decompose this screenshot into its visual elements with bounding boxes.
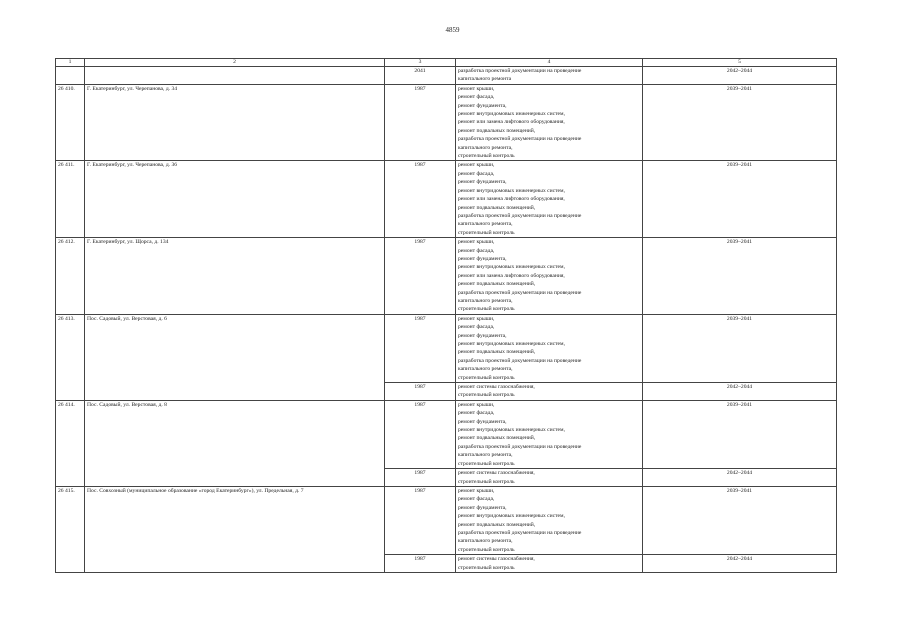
period-cell: 2039–2041 <box>643 314 837 382</box>
year-cell: 1987 <box>385 314 456 382</box>
column-header: 1 <box>56 59 85 67</box>
table-row <box>56 314 837 382</box>
row-number: 26 414. <box>56 400 85 486</box>
address-cell: Пос. Совхозный (муниципальное образование «город Екатеринбург»), ул. Предельная, д. 7 <box>85 486 385 572</box>
year-cell: 1987 <box>385 238 456 315</box>
period-cell: 2039–2041 <box>643 238 837 315</box>
row-number: 26 413. <box>56 314 85 400</box>
row-number: 26 411. <box>56 161 85 238</box>
table-row <box>56 67 837 85</box>
period-cell: 2042–2044 <box>643 555 837 573</box>
table-row <box>56 486 837 554</box>
period-cell: 2042–2044 <box>643 469 837 487</box>
works-cell: разработка проектной документации на проведение капитального ремонта <box>456 67 643 85</box>
table-row <box>56 400 837 468</box>
address-cell: Г. Екатеринбург, ул. Черепанова, д. 34 <box>85 84 385 161</box>
row-number: 26 410. <box>56 84 85 161</box>
period-cell: 2039–2041 <box>643 486 837 554</box>
row-number <box>56 67 85 85</box>
works-cell: ремонт крыши, ремонт фасада, ремонт фундамента, ремонт внутридомовых инженерных систем, ремонт подвальных помещений, разработка проектной документации на проведение капитального ремонта, строительный контроль <box>456 314 643 382</box>
works-cell: ремонт системы газоснабжения, строительный контроль <box>456 555 643 573</box>
table-row <box>56 161 837 238</box>
period-cell: 2039–2041 <box>643 161 837 238</box>
year-cell: 1987 <box>385 84 456 161</box>
year-cell: 1987 <box>385 161 456 238</box>
column-header: 2 <box>85 59 385 67</box>
row-number: 26 415. <box>56 486 85 572</box>
period-cell: 2042–2044 <box>643 67 837 85</box>
year-cell: 1987 <box>385 469 456 487</box>
works-cell: ремонт крыши, ремонт фасада, ремонт фундамента, ремонт внутридомовых инженерных систем, ремонт или замена лифтового оборудования, ремонт подвальных помещений, разработка проектной документации на проведение капитального ремонта, строительный контроль <box>456 238 643 315</box>
table-row <box>56 84 837 161</box>
works-cell: ремонт крыши, ремонт фасада, ремонт фундамента, ремонт внутридомовых инженерных систем, ремонт или замена лифтового оборудования, ремонт подвальных помещений, разработка проектной документации на проведение капитального ремонта, строительный контроль <box>456 161 643 238</box>
works-cell: ремонт крыши, ремонт фасада, ремонт фундамента, ремонт внутридомовых инженерных систем, ремонт подвальных помещений, разработка проектной документации на проведение капитального ремонта, строительный контроль <box>456 400 643 468</box>
period-cell: 2039–2041 <box>643 84 837 161</box>
table-header-row <box>56 59 837 67</box>
table-row <box>56 238 837 315</box>
row-number: 26 412. <box>56 238 85 315</box>
year-cell: 1987 <box>385 400 456 468</box>
address-cell: Г. Екатеринбург, ул. Щорса, д. 134 <box>85 238 385 315</box>
column-header: 4 <box>456 59 643 67</box>
address-cell: Пос. Садовый, ул. Верстовая, д. 6 <box>85 314 385 400</box>
column-header: 3 <box>385 59 456 67</box>
works-cell: ремонт системы газоснабжения, строительный контроль <box>456 469 643 487</box>
year-cell: 1987 <box>385 486 456 554</box>
column-header: 5 <box>643 59 837 67</box>
year-cell: 1987 <box>385 383 456 401</box>
capital-repair-table <box>55 58 837 573</box>
address-cell <box>85 67 385 85</box>
year-cell: 2041 <box>385 67 456 85</box>
page-number: 4859 <box>445 26 460 34</box>
works-cell: ремонт крыши, ремонт фасада, ремонт фундамента, ремонт внутридомовых инженерных систем, ремонт или замена лифтового оборудования, ремонт подвальных помещений, разработка проектной документации на проведение капитального ремонта, строительный контроль <box>456 84 643 161</box>
works-cell: ремонт крыши, ремонт фасада, ремонт фундамента, ремонт внутридомовых инженерных систем, ремонт подвальных помещений, разработка проектной документации на проведение капитального ремонта, строительный контроль <box>456 486 643 554</box>
address-cell: Г. Екатеринбург, ул. Черепанова, д. 36 <box>85 161 385 238</box>
period-cell: 2039–2041 <box>643 400 837 468</box>
works-cell: ремонт системы газоснабжения, строительный контроль <box>456 383 643 401</box>
year-cell: 1987 <box>385 555 456 573</box>
address-cell: Пос. Садовый, ул. Верстовая, д. 8 <box>85 400 385 486</box>
period-cell: 2042–2044 <box>643 383 837 401</box>
